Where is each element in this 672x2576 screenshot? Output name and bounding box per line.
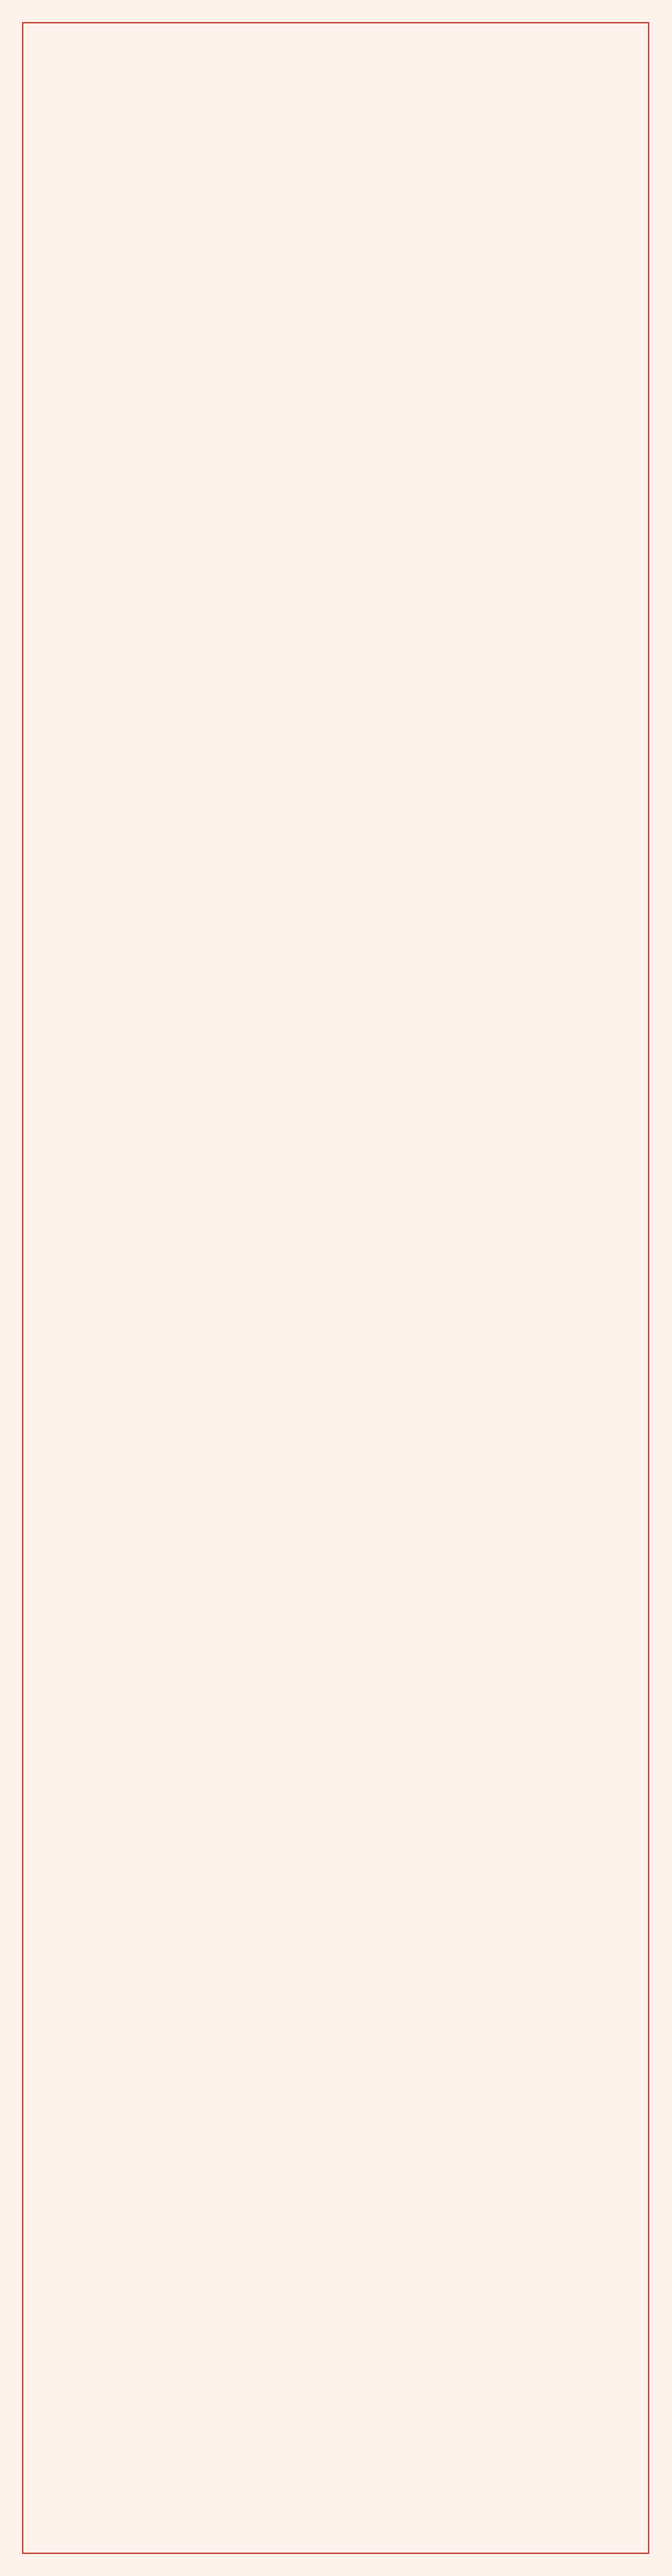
document-border: [22, 22, 649, 2554]
